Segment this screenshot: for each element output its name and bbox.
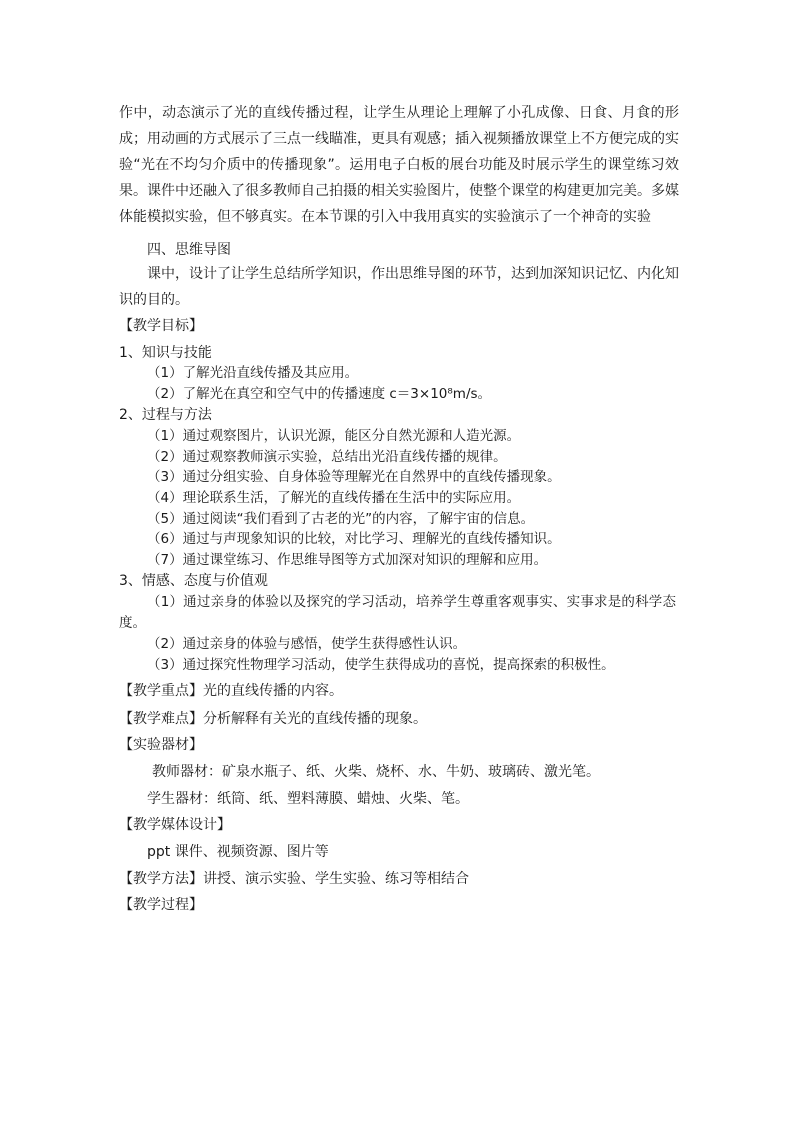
goal2-title: 2、过程与方法 (119, 407, 212, 423)
goal2-item: （4）理论联系生活，了解光的直线传播在生活中的实际应用。 (147, 490, 521, 506)
goal2-item: （1）通过观察图片，认识光源，能区分自然光源和人造光源。 (147, 428, 521, 444)
process-heading: 【教学过程】 (119, 897, 203, 913)
difficulty: 【教学难点】分析解释有关光的直线传播的现象。 (119, 711, 427, 727)
goals-heading: 【教学目标】 (119, 318, 203, 334)
goal2-item: （2）通过观察教师演示实验，总结出光沿直线传播的规律。 (147, 449, 507, 465)
goal2-item: （5）通过阅读“我们看到了古老的光”的内容，了解宇宙的信息。 (147, 511, 535, 527)
methods: 【教学方法】讲授、演示实验、学生实验、练习等相结合 (119, 871, 469, 887)
equipment-heading: 【实验器材】 (119, 737, 203, 753)
goal2-item: （6）通过与声现象知识的比较，对比学习、理解光的直线传播知识。 (147, 531, 561, 547)
key-point: 【教学重点】光的直线传播的内容。 (119, 683, 343, 699)
media-content: ppt 课件、视频资源、图片等 (147, 844, 329, 860)
section4-heading: 四、思维导图 (147, 242, 231, 258)
student-equipment: 学生器材：纸筒、纸、塑料薄膜、蜡烛、火柴、笔。 (147, 791, 469, 807)
goal3-title: 3、情感、态度与价值观 (119, 573, 268, 589)
media-heading: 【教学媒体设计】 (119, 817, 231, 833)
goal3-item: （2）通过亲身的体验与感悟，使学生获得感性认识。 (147, 636, 467, 652)
goal2-item: （7）通过课堂练习、作思维导图等方式加深对知识的理解和应用。 (147, 552, 548, 568)
goal1-title: 1、知识与技能 (119, 345, 212, 361)
teacher-equipment: 教师器材：矿泉水瓶子、纸、火柴、烧杯、水、牛奶、玻璃砖、激光笔。 (152, 764, 600, 780)
intro-paragraph: 作中，动态演示了光的直线传播过程，让学生从理论上理解了小孔成像、日食、月食的形成；用动画的方式展示了三点一线瞄准，更具有观感；插入视频播放课堂上不方便完成的实验“光在不均匀介质中的传播现象”。运用电子白板的展台功能及时展示学生的课堂练习效果。课件中还融入了很多教师自己拍摄的相关实验图片，使整个课堂的构建更加完美。多媒体能模拟实验，但不够真实。在本节课的引入中我用真实的实验演示了一个神奇的实验 (119, 105, 679, 225)
goal1-item: （2）了解光在真空和空气中的传播速度 c＝3×10⁸m/s。 (147, 386, 492, 402)
goal2-item: （3）通过分组实验、自身体验等理解光在自然界中的直线传播现象。 (147, 469, 561, 485)
goal3-item: （1）通过亲身的体验以及探究的学习活动，培养学生尊重客观事实、实事求是的科学态度。 (119, 594, 676, 631)
goal1-item: （1）了解光沿直线传播及其应用。 (147, 365, 359, 381)
goal3-item: （3）通过探究性物理学习活动，使学生获得成功的喜悦，提高探索的积极性。 (147, 657, 615, 673)
section4-paragraph: 课中，设计了让学生总结所学知识，作出思维导图的环节，达到加深知识记忆、内化知识的目的。 (119, 266, 679, 308)
